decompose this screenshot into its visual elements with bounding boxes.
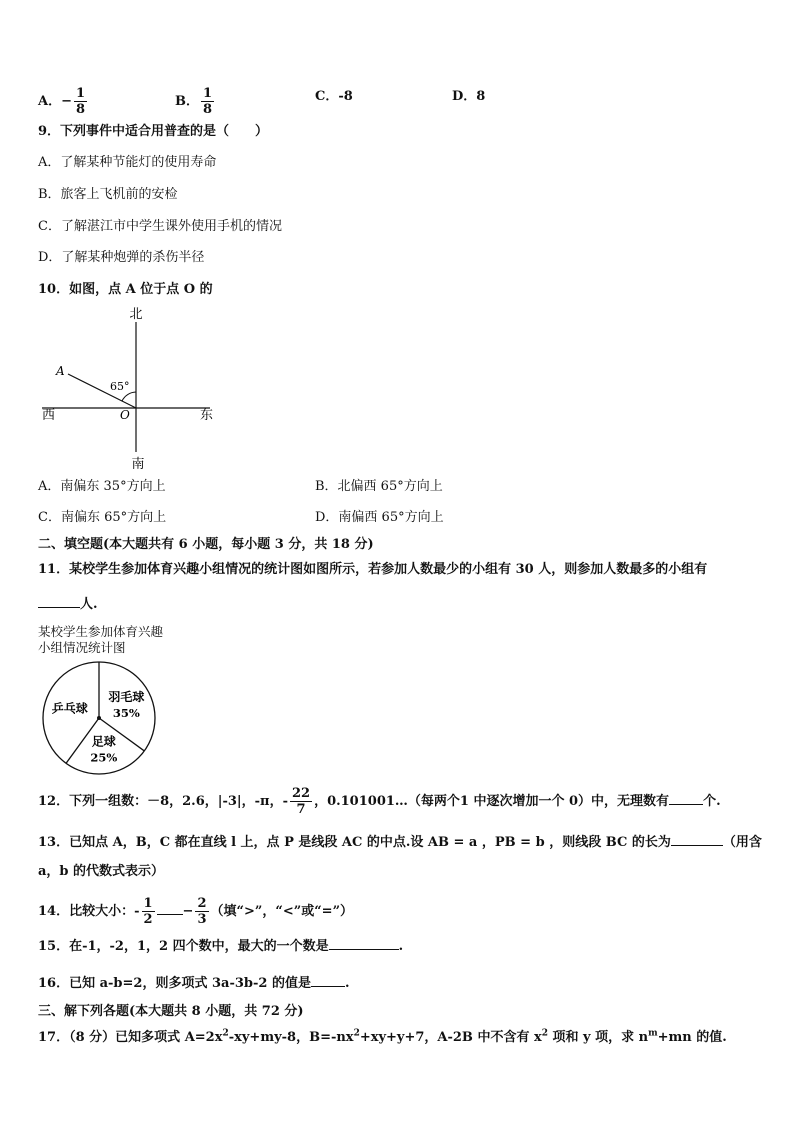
angle-arc [122,392,136,401]
q11-stem: 11．某校学生参加体育兴趣小组情况的统计图如图所示，若参加人数最少的小组有 30 人，则参加人数最多的小组有 [38,562,708,577]
label-east: 东 [200,408,214,423]
pie-center [97,716,101,720]
compass-figure [30,302,230,472]
section-3-heading: 三、解下列各题(本大题共 8 小题，共 72 分) [38,1004,304,1019]
slice-label: 足球 [91,734,116,749]
slice-value-label: 25% [90,750,118,765]
q15-blank [329,935,399,950]
q12-blank [669,790,703,805]
q10-option-c: C．南偏东 65°方向上 [38,510,167,525]
chart-title: 某校学生参加体育兴趣 小组情况统计图 [38,624,164,655]
q16-blank [311,972,345,987]
q9-option-d: D．了解某种炮弹的杀伤半径 [38,250,205,265]
q9-option-a: A．了解某种节能灯的使用寿命 [38,155,217,170]
q14-blank [157,904,183,915]
q9-option-b: B．旅客上飞机前的安检 [38,187,178,202]
q13-line2: a，b 的代数式表示） [38,864,165,879]
q14-line: 14．比较大小：- $\frac{1}{2}$ − $\frac{2}{3}$ （填“>”，“<”或“=”） [38,896,354,927]
q10-stem: 10．如图，点 A 位于点 O 的 [38,282,213,297]
label-west: 西 [42,408,56,423]
q8-option-d: D．8 [452,89,486,104]
q15-line: 15．在-1，-2，1，2 四个数中，最大的一个数是 . [38,935,403,956]
q12-line: 12．下列一组数：－8，2.6，|-3|，-π，- $\frac{22}{7}$ ，0.101001…（每两个1 中逐次增加一个 0）中，无理数有 个. [38,786,721,817]
pie-chart [38,660,168,780]
q8-option-b: B． $\frac{1}{8}$ [175,86,213,117]
q11-answer-line: 人. [38,593,98,614]
q9-option-c: C．了解湛江市中学生课外使用手机的情况 [38,219,282,234]
slice-label: 羽毛球 [108,690,145,704]
q10-option-b: B．北偏西 65°方向上 [315,479,443,494]
q10-option-d: D．南偏西 65°方向上 [315,510,444,525]
slice-label: 乒乓球 [51,701,88,716]
slice-value-label: 35% [112,706,140,720]
q13-blank [671,831,723,846]
q10-option-a: A．南偏东 35°方向上 [38,479,166,494]
label-north: 北 [129,307,143,322]
q16-line: 16．已知 a-b=2，则多项式 3a-3b-2 的值是 . [38,972,350,993]
q11-blank [38,593,80,608]
label-south: 南 [131,457,145,472]
section-2-heading: 二、填空题(本大题共有 6 小题，每小题 3 分，共 18 分) [38,537,374,552]
label-angle: 65° [110,380,130,393]
label-point-o: O [120,408,130,422]
q8-option-c: C．-8 [315,89,353,104]
label-point-a: A [56,364,65,378]
q9-stem: 9．下列事件中适合用普查的是（ ） [38,124,269,139]
q8-option-a: A．− $\frac{1}{8}$ [38,86,86,117]
q13-line1: 13．已知点 A，B，C 都在直线 l 上，点 P 是线段 AC 的中点.设 AB = a ，PB = b ，则线段 BC 的长为 （用含 [38,831,762,852]
q17-line: 17．（8 分）已知多项式 $A=2x^2-xy+my-8$，$B=-nx^2+xy+y+7$，A-2B 中不含有 $x^2$ 项和 y 项，求 $n^m+mn$ 的值. [38,1028,727,1045]
